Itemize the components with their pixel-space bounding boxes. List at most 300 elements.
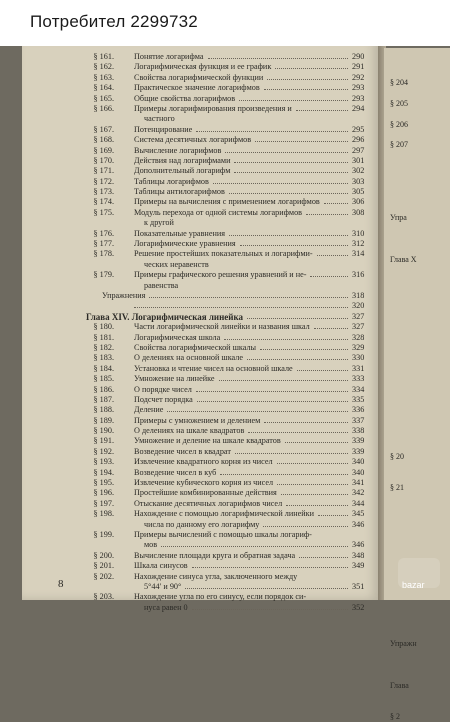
right-page-spacer: [384, 348, 450, 358]
right-page-spacer: [384, 244, 450, 254]
toc-page-number: 290: [352, 52, 365, 61]
toc-section-number: § 164.: [93, 83, 114, 93]
toc-row: [22, 447, 380, 457]
toc-page-number: 297: [352, 145, 365, 155]
toc-leader-dots: [247, 359, 348, 360]
toc-title: Модуль перехода от одной системы логарифмов: [134, 207, 303, 217]
toc-section-number: § 161.: [93, 52, 114, 61]
toc-row: [22, 239, 380, 249]
toc-row: [22, 218, 380, 228]
toc-row: [22, 405, 380, 415]
toc-section-number: § 170.: [93, 155, 114, 165]
right-page-spacer: [384, 494, 450, 504]
toc-page-number: 340: [352, 457, 365, 467]
toc-section-number: § 180.: [93, 322, 114, 332]
toc-section-number: § 199.: [93, 529, 114, 539]
toc-row: [22, 436, 380, 446]
toc-leader-dots: [267, 79, 348, 80]
right-page-fragment: Глава Х: [390, 254, 417, 264]
toc-section-number: § 165.: [93, 93, 114, 103]
right-page-spacer: [384, 109, 450, 119]
seller-banner: [0, 0, 450, 46]
toc-title: частного: [144, 114, 175, 124]
right-page-spacer: [384, 307, 450, 317]
toc-title: О делениях на шкале квадратов: [134, 426, 245, 436]
toc-title: ческих неравенств: [144, 259, 209, 269]
toc-row: [22, 135, 380, 145]
toc-leader-dots: [264, 89, 348, 90]
toc-title: О порядке чисел: [134, 384, 192, 394]
toc-title: Отыскание десятичных логарифмов чисел: [134, 498, 283, 508]
toc-title: Практическое значение логарифмов: [134, 83, 260, 93]
toc-title: Примеры графического решения уравнений и не-: [134, 270, 307, 280]
toc-leader-dots: [234, 162, 348, 163]
toc-page-number: 334: [352, 384, 365, 394]
toc-row: [22, 364, 380, 374]
right-page-spacer: [384, 701, 450, 711]
toc-leader-dots: [208, 58, 348, 59]
toc-page-number: 302: [352, 166, 365, 176]
toc-title: Извлечение квадратного корня из чисел: [134, 457, 273, 467]
toc-row: [22, 249, 380, 259]
toc-leader-dots: [225, 152, 348, 153]
toc-leader-dots: [299, 557, 348, 558]
toc-leader-dots: [192, 609, 348, 610]
toc-page-number: 339: [352, 436, 365, 446]
right-page-spacer: [384, 296, 450, 306]
toc-section-number: § 168.: [93, 135, 114, 145]
toc-title: Простейшие комбинированные действия: [134, 488, 277, 498]
right-page-spacer: [384, 234, 450, 244]
book-page-right: [384, 48, 450, 721]
toc-row: [22, 333, 380, 343]
toc-section-number: § 184.: [93, 363, 114, 373]
toc-row: [22, 52, 380, 62]
toc-leader-dots: [255, 141, 348, 142]
right-page-spacer: [384, 172, 450, 182]
toc-title: Примеры на вычисления с применением логарифмов: [134, 197, 320, 207]
toc-leader-dots: [229, 235, 348, 236]
toc-section-number: § 167.: [93, 124, 114, 134]
toc-section-number: § 179.: [93, 270, 114, 280]
toc-page-number: 316: [352, 270, 365, 280]
right-page-spacer: [384, 369, 450, 379]
toc-section-number: § 192.: [93, 446, 114, 456]
chapter-heading: Глава XIV. Логарифмическая линейка: [86, 311, 244, 322]
toc-page-number: 341: [352, 478, 365, 488]
watermark: [398, 558, 446, 598]
toc-row: [22, 457, 380, 467]
right-page-spacer: [384, 691, 450, 701]
toc-row: [22, 146, 380, 156]
right-page-fragment: § 21: [390, 483, 404, 493]
right-page-spacer: [384, 400, 450, 410]
right-page-spacer: [384, 275, 450, 285]
toc-leader-dots: [220, 474, 348, 475]
toc-page-number: 303: [352, 176, 365, 186]
toc-row: [22, 94, 380, 104]
toc-section-number: § 172.: [93, 176, 114, 186]
toc-section-number: § 191.: [93, 436, 114, 446]
toc-leader-dots: [286, 505, 348, 506]
toc-section-number: § 166.: [93, 103, 114, 113]
toc-title: Умножение на линейке: [134, 374, 215, 384]
toc-row: [22, 561, 380, 571]
toc-title: Понятие логарифма: [134, 52, 204, 61]
toc-title: 5°44′ и 90°: [144, 581, 182, 591]
toc-row: [22, 114, 380, 124]
right-page-spacer: [384, 649, 450, 659]
toc-leader-dots: [167, 411, 348, 412]
right-page-spacer: [384, 182, 450, 192]
toc-title: Дополнительный логарифм: [134, 166, 231, 176]
toc-leader-dots: [134, 307, 348, 308]
toc-title: Установка и чтение чисел на основной шкале: [134, 363, 293, 373]
toc-page-number: 327: [352, 311, 365, 321]
page-number: 8: [58, 578, 64, 590]
toc-row: [22, 478, 380, 488]
toc-page-number: 331: [352, 363, 365, 373]
toc-section-number: § 194.: [93, 467, 114, 477]
toc-leader-dots: [281, 494, 348, 495]
right-page-spacer: [384, 88, 450, 98]
right-page-spacer: [384, 535, 450, 545]
right-page-spacer: [384, 338, 450, 348]
toc-page-number: 301: [352, 155, 365, 165]
toc-row: [22, 488, 380, 498]
toc-row: [22, 166, 380, 176]
toc-section-number: § 171.: [93, 166, 114, 176]
toc-leader-dots: [161, 546, 348, 547]
toc-section-number: § 176.: [93, 228, 114, 238]
toc-row: [22, 312, 380, 322]
toc-row: [22, 208, 380, 218]
toc-page-number: 305: [352, 187, 365, 197]
table-of-contents: [22, 52, 380, 613]
toc-row: [22, 572, 380, 582]
toc-section-number: § 202.: [93, 571, 114, 581]
toc-page-number: 295: [352, 124, 365, 134]
toc-title: Потенцирование: [134, 124, 193, 134]
right-page-spacer: [384, 504, 450, 514]
toc-row: [22, 509, 380, 519]
toc-page-number: 335: [352, 394, 365, 404]
toc-page-number: 328: [352, 332, 365, 342]
toc-section-number: § 169.: [93, 145, 114, 155]
toc-page-number: 349: [352, 561, 365, 571]
toc-row: [22, 582, 380, 592]
toc-title: Логарифмическая функция и ее график: [134, 62, 272, 72]
right-page-fragment: § 2: [390, 711, 400, 721]
toc-row: [22, 426, 380, 436]
toc-row: [22, 468, 380, 478]
toc-title: Действия над логарифмами: [134, 155, 231, 165]
toc-title: Извлечение кубического корня из чисел: [134, 478, 274, 488]
toc-section-number: § 200.: [93, 550, 114, 560]
toc-row: [22, 322, 380, 332]
toc-leader-dots: [239, 100, 348, 101]
toc-row: [22, 197, 380, 207]
toc-leader-dots: [196, 131, 348, 132]
toc-leader-dots: [285, 442, 348, 443]
right-page-fragment: Упра: [390, 213, 407, 223]
toc-leader-dots: [263, 526, 348, 527]
toc-title: Возведение чисел в куб: [134, 467, 217, 477]
right-page-fragment: § 20: [390, 452, 404, 462]
toc-leader-dots: [185, 588, 348, 589]
right-page-spacer: [384, 660, 450, 670]
toc-page-number: 310: [352, 228, 365, 238]
toc-row: [22, 83, 380, 93]
toc-leader-dots: [314, 328, 348, 329]
toc-leader-dots: [275, 68, 348, 69]
toc-page-number: 327: [352, 322, 365, 332]
toc-row: [22, 291, 380, 301]
toc-section-number: § 203.: [93, 592, 114, 602]
right-page-spacer: [384, 598, 450, 608]
toc-section-number: § 196.: [93, 488, 114, 498]
toc-row: [22, 125, 380, 135]
right-page-fragment: Глава: [390, 680, 409, 690]
toc-section-number: § 162.: [93, 62, 114, 72]
toc-row: [22, 301, 380, 311]
toc-leader-dots: [310, 276, 348, 277]
toc-page-number: 346: [352, 540, 365, 550]
toc-title: Общие свойства логарифмов: [134, 93, 236, 103]
right-page-spacer: [384, 390, 450, 400]
toc-leader-dots: [224, 339, 348, 340]
toc-section-number: § 178.: [93, 249, 114, 259]
right-page-spacer: [384, 161, 450, 171]
toc-title: Нахождение угла по его синусу, если порядок си-: [134, 592, 307, 602]
book-page-left: [22, 38, 380, 612]
toc-row: [22, 540, 380, 550]
toc-title: Умножение и деление на шкале квадратов: [134, 436, 281, 446]
toc-page-number: 294: [352, 103, 365, 113]
right-page-spacer: [384, 525, 450, 535]
right-page-spacer: [384, 514, 450, 524]
toc-title: Таблицы антилогарифмов: [134, 187, 225, 197]
toc-page-number: 312: [352, 239, 365, 249]
right-page-spacer: [384, 379, 450, 389]
toc-title: Примеры с умножением и делением: [134, 415, 261, 425]
toc-title: Свойства логарифмической функции: [134, 72, 264, 82]
toc-page-number: 338: [352, 426, 365, 436]
toc-leader-dots: [235, 453, 348, 454]
toc-section-number: § 201.: [93, 561, 114, 571]
toc-page-number: 344: [352, 498, 365, 508]
toc-row: [22, 281, 380, 291]
toc-title: Показательные уравнения: [134, 228, 225, 238]
toc-row: [22, 551, 380, 561]
toc-title: Логарифмическая школа: [134, 332, 221, 342]
toc-page-number: 346: [352, 519, 365, 529]
toc-page-number: 339: [352, 446, 365, 456]
toc-section-number: § 182.: [93, 342, 114, 352]
seller-name[interactable]: Потребител 2299732: [30, 12, 198, 31]
toc-title: Вычисление площади круга и обратная задача: [134, 550, 296, 560]
toc-page-number: 292: [352, 72, 365, 82]
right-page-spacer: [384, 421, 450, 431]
toc-page-number: 306: [352, 197, 365, 207]
toc-row: [22, 520, 380, 530]
toc-leader-dots: [197, 401, 348, 402]
right-page-fragment: § 204: [390, 78, 408, 87]
toc-row: [22, 530, 380, 540]
toc-leader-dots: [264, 422, 348, 423]
toc-section-number: § 185.: [93, 374, 114, 384]
right-page-spacer: [384, 223, 450, 233]
toc-page-number: 291: [352, 62, 365, 72]
toc-page-number: 330: [352, 353, 365, 363]
right-page-fragment: § 206: [390, 119, 408, 129]
toc-leader-dots: [219, 380, 348, 381]
toc-section-number: § 198.: [93, 509, 114, 519]
toc-row: [22, 374, 380, 384]
right-page-spacer: [384, 265, 450, 275]
toc-page-number: 333: [352, 374, 365, 384]
toc-section-number: § 181.: [93, 332, 114, 342]
toc-leader-dots: [149, 297, 348, 298]
right-page-spacer: [384, 618, 450, 628]
toc-row: [22, 603, 380, 613]
toc-title: Нахождение синуса угла, заключенного между: [134, 571, 298, 581]
toc-leader-dots: [192, 567, 348, 568]
toc-title: Возведение чисел в квадрат: [134, 446, 231, 456]
right-page-spacer: [384, 317, 450, 327]
toc-leader-dots: [213, 183, 348, 184]
toc-leader-dots: [277, 484, 348, 485]
toc-section-number: § 163.: [93, 72, 114, 82]
toc-title: числа по данному его логарифму: [144, 519, 260, 529]
toc-page-number: 342: [352, 488, 365, 498]
toc-page-number: 351: [352, 581, 365, 591]
right-page-fragment: § 205: [390, 98, 408, 108]
right-page-spacer: [384, 670, 450, 680]
toc-title: Вычисление логарифмов: [134, 145, 222, 155]
toc-row: [22, 62, 380, 72]
toc-title: Таблицы логарифмов: [134, 176, 209, 186]
toc-title: Решение простейших показательных и логарифми-: [134, 249, 313, 259]
toc-row: [22, 499, 380, 509]
toc-page-number: 352: [352, 602, 365, 612]
toc-row: [22, 73, 380, 83]
toc-section-number: § 187.: [93, 394, 114, 404]
toc-title: Подсчет порядка: [134, 394, 193, 404]
toc-row: [22, 229, 380, 239]
toc-section-number: § 175.: [93, 207, 114, 217]
toc-row: [22, 270, 380, 280]
toc-row: [22, 592, 380, 602]
toc-page-number: 340: [352, 467, 365, 477]
right-page-fragment: § 207: [390, 140, 408, 150]
toc-leader-dots: [260, 349, 348, 350]
toc-section-number: § 173.: [93, 187, 114, 197]
right-page-fragment: Упражн: [390, 639, 417, 649]
right-page-spacer: [384, 629, 450, 639]
toc-row: [22, 385, 380, 395]
toc-leader-dots: [306, 214, 348, 215]
toc-page-number: 329: [352, 342, 365, 352]
toc-page-number: 318: [352, 290, 365, 300]
right-page-spacer: [384, 151, 450, 161]
toc-title: Части логарифмической линейки и названия шкал: [134, 322, 310, 332]
toc-page-number: 348: [352, 550, 365, 560]
toc-leader-dots: [277, 463, 348, 464]
toc-leader-dots: [196, 391, 348, 392]
toc-section-number: § 189.: [93, 415, 114, 425]
toc-title: Система десятичных логарифмов: [134, 135, 252, 145]
toc-title: Нахождение с помощью логарифмической линейки: [134, 509, 315, 519]
right-page-spacer: [384, 608, 450, 618]
toc-title: равенства: [144, 280, 179, 290]
right-page-spacer: [384, 411, 450, 421]
right-page-spacer: [384, 462, 450, 472]
toc-section-number: § 197.: [93, 498, 114, 508]
toc-title: Примеры логарифмирования произведения и: [134, 103, 292, 113]
toc-row: [22, 416, 380, 426]
toc-title: Шкала синусов: [134, 561, 188, 571]
toc-title: к другой: [144, 218, 174, 228]
toc-page-number: 345: [352, 509, 365, 519]
toc-section-number: § 190.: [93, 426, 114, 436]
toc-title: О делениях на основной шкале: [134, 353, 243, 363]
right-page-spacer: [384, 473, 450, 483]
toc-page-number: 314: [352, 249, 365, 259]
toc-page-number: 308: [352, 207, 365, 217]
toc-row: [22, 156, 380, 166]
toc-title: мов: [144, 540, 158, 550]
toc-row: [22, 395, 380, 405]
toc-page-number: 293: [352, 83, 365, 93]
toc-leader-dots: [240, 245, 348, 246]
toc-page-number: 320: [352, 301, 365, 311]
watermark-label: bazar: [402, 580, 425, 590]
toc-section-number: § 188.: [93, 405, 114, 415]
right-page-spacer: [384, 130, 450, 140]
toc-leader-dots: [229, 193, 348, 194]
toc-leader-dots: [247, 318, 348, 319]
toc-title: Упражнения: [102, 290, 146, 300]
toc-title: Примеры вычислений с помощью шкалы логариф-: [134, 529, 312, 539]
right-page-spacer: [384, 327, 450, 337]
toc-section-number: § 177.: [93, 239, 114, 249]
toc-section-number: § 183.: [93, 353, 114, 363]
toc-leader-dots: [296, 110, 348, 111]
toc-row: [22, 343, 380, 353]
right-page-spacer: [384, 546, 450, 556]
toc-title: Логарифмические уравнения: [134, 239, 236, 249]
toc-leader-dots: [324, 203, 348, 204]
toc-row: [22, 177, 380, 187]
toc-page-number: 293: [352, 93, 365, 103]
toc-row: [22, 260, 380, 270]
toc-title: Деление: [134, 405, 164, 415]
toc-row: [22, 187, 380, 197]
toc-title: нуса равен 0: [144, 602, 188, 612]
toc-section-number: § 195.: [93, 478, 114, 488]
right-page-spacer: [384, 442, 450, 452]
toc-page-number: 337: [352, 415, 365, 425]
toc-leader-dots: [318, 515, 348, 516]
right-page-spacer: [384, 192, 450, 202]
toc-leader-dots: [297, 370, 348, 371]
toc-row: [22, 353, 380, 363]
toc-title: Свойства логарифмической шкалы: [134, 342, 257, 352]
right-page-spacer: [384, 359, 450, 369]
toc-leader-dots: [248, 432, 348, 433]
toc-leader-dots: [317, 255, 348, 256]
